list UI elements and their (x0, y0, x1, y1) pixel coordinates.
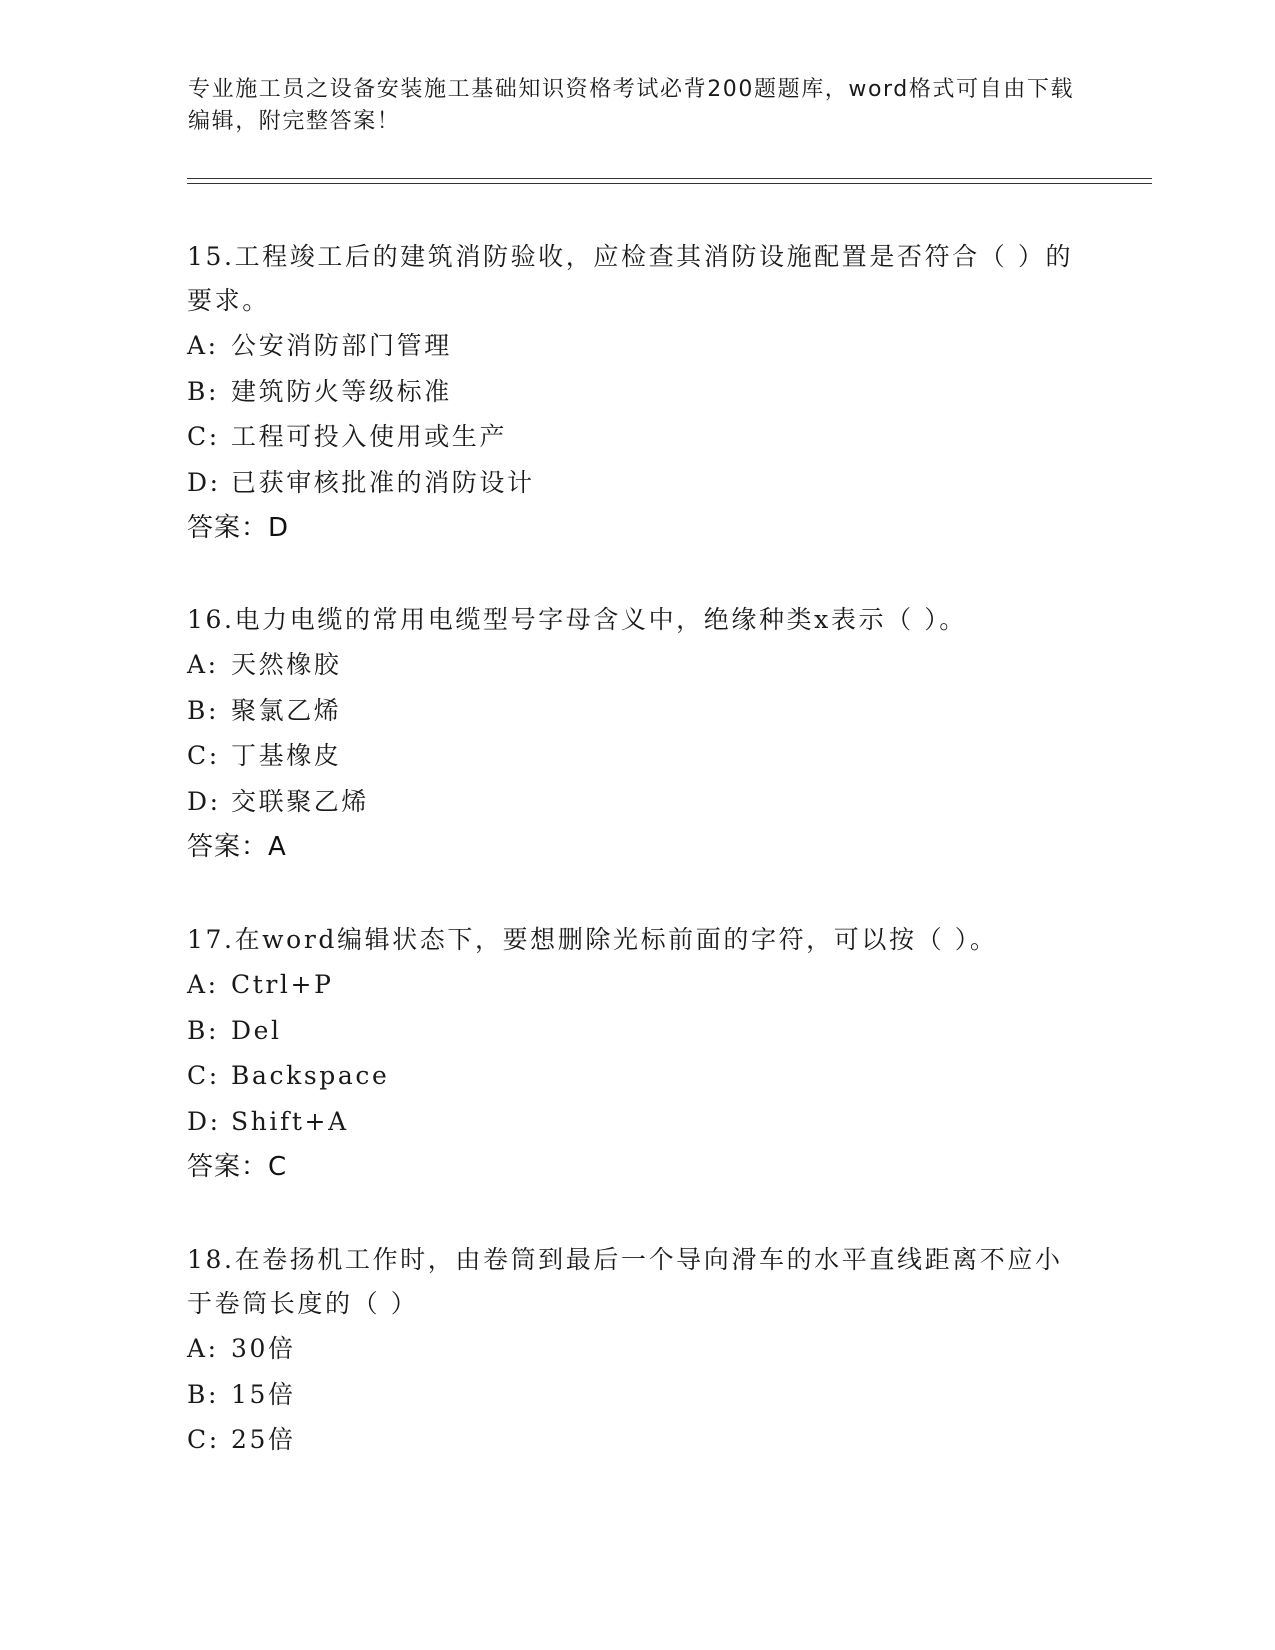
option-d (187, 460, 1087, 506)
option-text: 交联聚乙烯 (231, 786, 370, 816)
question-text: 在卷扬机工作时，由卷筒到最后一个导向滑车的水平直线距离不应小于卷筒长度的（ ） (187, 1245, 1063, 1318)
option-b (187, 369, 1087, 415)
option-a (187, 323, 1087, 369)
question-18 (187, 1238, 1087, 1463)
option-text: 建筑防火等级标准 (231, 376, 452, 406)
option-letter: D: (187, 1106, 221, 1136)
option-text: Ctrl+P (231, 970, 334, 999)
question-stem (187, 598, 1087, 642)
option-text: 15倍 (231, 1379, 296, 1409)
answer-line (187, 505, 1087, 551)
question-17 (187, 918, 1087, 1190)
answer-label: 答案： (187, 1152, 269, 1182)
option-text: Backspace (231, 1061, 390, 1090)
header-rule-top (187, 178, 1152, 179)
option-letter: A: (187, 331, 219, 360)
option-c (187, 1053, 1087, 1099)
option-text: 30倍 (231, 1334, 296, 1363)
option-letter: A: (187, 970, 219, 999)
option-d (187, 1099, 1087, 1145)
answer-line (187, 1144, 1087, 1190)
option-letter: A: (187, 1334, 219, 1363)
question-16 (187, 598, 1087, 870)
question-number: 17. (187, 925, 235, 954)
option-letter: C: (187, 741, 220, 770)
question-number: 18. (187, 1245, 235, 1274)
option-letter: C: (187, 1061, 220, 1090)
option-c (187, 1417, 1087, 1463)
question-stem (187, 1238, 1087, 1326)
document-header: 专业施工员之设备安装施工基础知识资格考试必背200题题库，word格式可自由下载编辑，附完整答案！ (188, 77, 1075, 134)
question-number: 15. (187, 242, 235, 271)
option-text: Del (231, 1015, 282, 1045)
option-letter: B: (187, 695, 219, 725)
question-stem (187, 235, 1087, 323)
option-a (187, 962, 1087, 1008)
header-rule-bottom (187, 183, 1152, 184)
option-b (187, 1372, 1087, 1418)
option-text: 25倍 (231, 1425, 296, 1454)
option-letter: D: (187, 467, 221, 497)
question-text: 工程竣工后的建筑消防验收，应检查其消防设施配置是否符合（ ）的要求。 (187, 242, 1074, 315)
question-number: 16. (187, 605, 235, 634)
option-text: 公安消防部门管理 (231, 331, 452, 360)
option-letter: A: (187, 650, 219, 679)
question-stem (187, 918, 1087, 962)
option-letter: B: (187, 1379, 219, 1409)
option-letter: B: (187, 1015, 219, 1045)
option-a (187, 1326, 1087, 1372)
option-text: 已获审核批准的消防设计 (231, 467, 535, 497)
option-letter: D: (187, 786, 221, 816)
question-text: 电力电缆的常用电缆型号字母含义中，绝缘种类x表示（ ）。 (234, 605, 967, 634)
option-b (187, 688, 1087, 734)
option-letter: C: (187, 1425, 220, 1454)
option-text: 聚氯乙烯 (231, 695, 342, 725)
option-c (187, 733, 1087, 779)
option-text: 丁基橡皮 (231, 741, 342, 770)
option-letter: C: (187, 422, 220, 451)
option-text: Shift+A (231, 1106, 349, 1136)
answer-value: C (268, 1152, 288, 1182)
option-c (187, 414, 1087, 460)
option-b (187, 1008, 1087, 1054)
option-d (187, 779, 1087, 825)
option-text: 工程可投入使用或生产 (231, 422, 508, 451)
answer-label: 答案： (187, 513, 269, 543)
answer-label: 答案： (187, 832, 269, 862)
answer-line (187, 824, 1087, 870)
option-a (187, 642, 1087, 688)
option-letter: B: (187, 376, 219, 406)
answer-value: A (268, 832, 287, 862)
option-text: 天然橡胶 (231, 650, 342, 679)
question-text: 在word编辑状态下，要想删除光标前面的字符，可以按（ ）。 (234, 925, 998, 954)
question-15 (187, 235, 1087, 551)
answer-value: D (268, 513, 290, 543)
